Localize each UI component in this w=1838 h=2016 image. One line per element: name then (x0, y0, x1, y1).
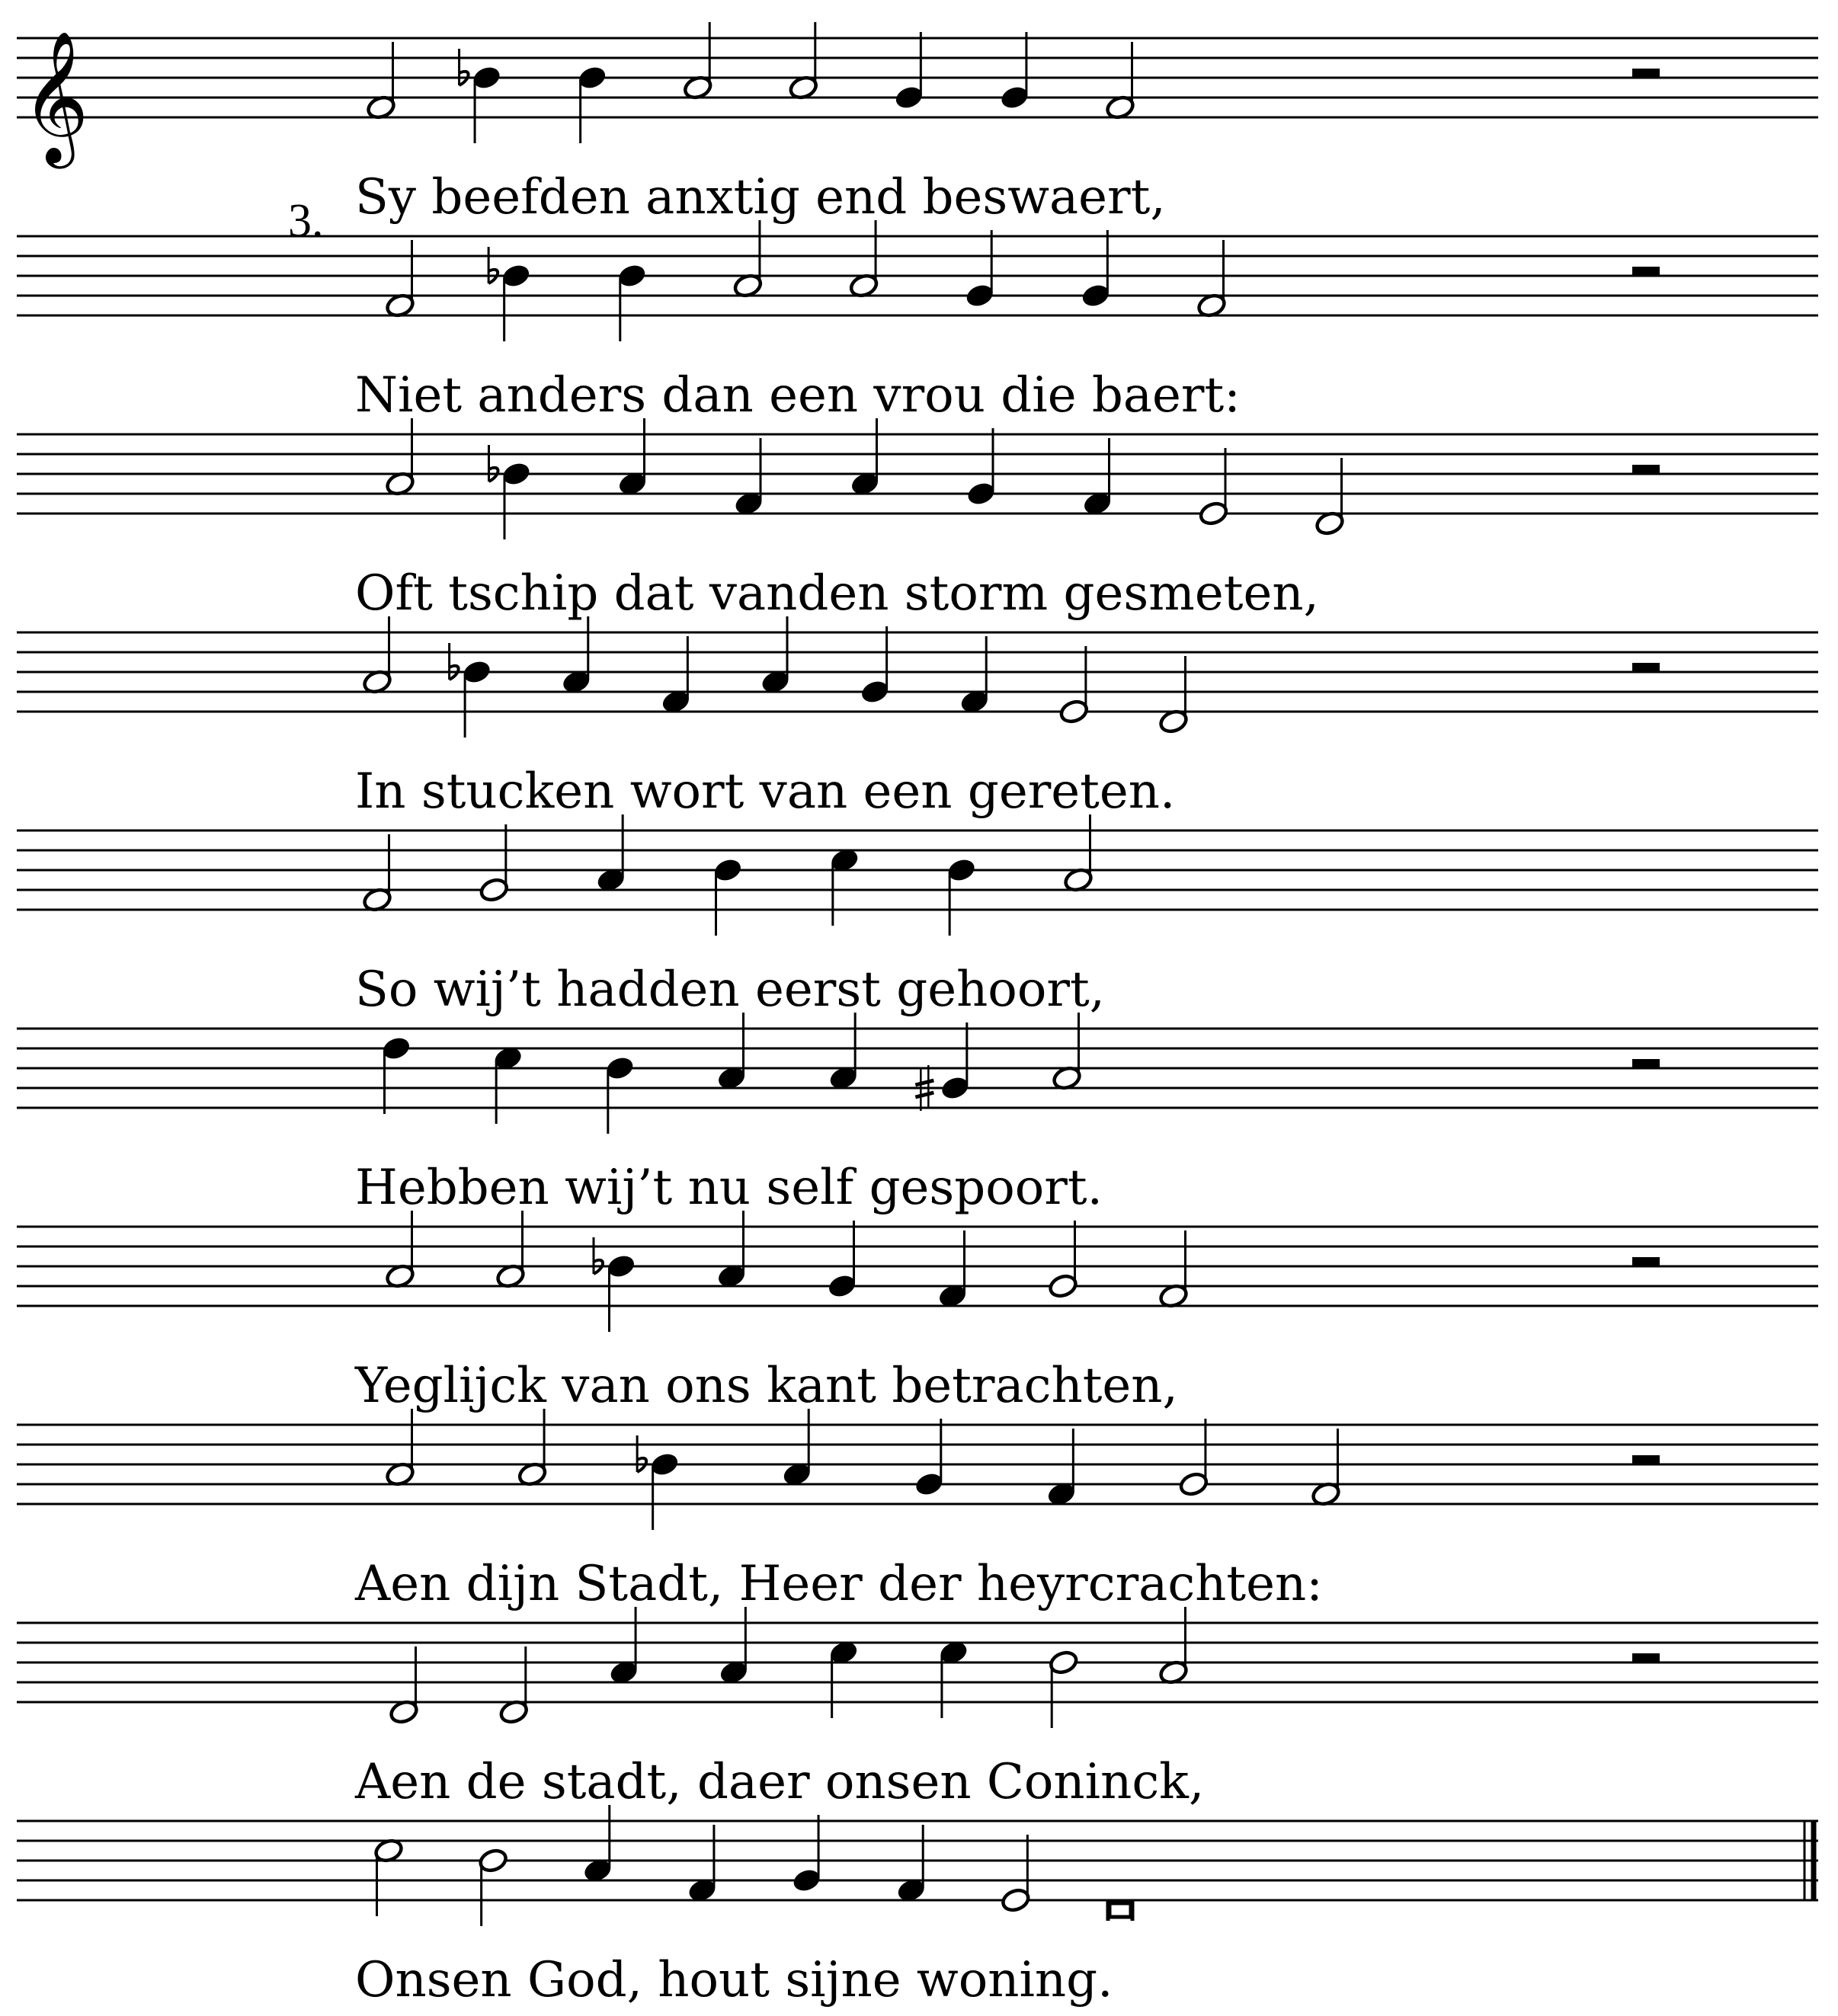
note (914, 1419, 945, 1497)
note (495, 1211, 527, 1289)
staff-system (17, 1805, 1818, 2008)
note (1081, 230, 1112, 309)
note (828, 1013, 859, 1091)
lyric-line: Aen de stadt, daer onsen Coninck, (355, 1754, 1205, 1810)
lyric-line: Oft tschip dat vanden storm gesmeten, (355, 565, 1319, 622)
note (791, 1815, 822, 1893)
note (1311, 1429, 1342, 1507)
lyric-line: Sy beefden anxtig end beswaert, (355, 169, 1166, 226)
staff-system (17, 22, 1818, 247)
note (1158, 1230, 1190, 1309)
staff-system (17, 1607, 1818, 1810)
note (1001, 1835, 1032, 1913)
half-rest-icon (1632, 1059, 1660, 1068)
note (561, 616, 592, 695)
lyric-line: Hebben wij’t nu self gespoort. (355, 1160, 1103, 1216)
note (488, 247, 531, 341)
note (687, 1825, 718, 1903)
treble-clef-icon: 𝄞 (21, 30, 89, 163)
note (1105, 42, 1136, 120)
note (1048, 1221, 1079, 1299)
note (1058, 646, 1090, 725)
note (732, 220, 764, 299)
staff-system (17, 1409, 1818, 1612)
note (362, 834, 393, 913)
note (1158, 1607, 1190, 1685)
note (894, 32, 925, 110)
note (479, 824, 510, 903)
staff-system (17, 814, 1818, 1018)
note (1048, 1650, 1079, 1728)
staff-system (17, 1013, 1818, 1216)
note (492, 1045, 524, 1124)
note (385, 1409, 416, 1487)
note (781, 1409, 812, 1487)
note (1196, 240, 1228, 318)
note (373, 1838, 405, 1916)
note (637, 1435, 680, 1530)
note (362, 616, 393, 695)
note (937, 1230, 969, 1309)
note (733, 438, 764, 517)
lyric-line: Yeglijck van ons kant betrachten, (355, 1358, 1178, 1414)
note (1178, 1419, 1209, 1497)
staff-system (17, 220, 1818, 424)
staff-system (17, 418, 1818, 622)
note (716, 1211, 748, 1289)
note (1108, 1899, 1132, 1921)
note (450, 643, 492, 738)
half-rest-icon (1632, 465, 1660, 474)
note (848, 220, 879, 299)
note (381, 1035, 412, 1114)
lyric-line: Onsen God, hout sijne woning. (355, 1952, 1113, 2008)
note (712, 857, 744, 936)
note (860, 626, 891, 705)
note (959, 636, 990, 715)
lyric-line: So wij’t hadden eerst gehoort, (355, 962, 1105, 1018)
note (617, 418, 648, 497)
note (608, 1607, 639, 1685)
note (604, 1055, 636, 1134)
half-rest-icon (1632, 69, 1660, 78)
note (682, 22, 713, 101)
note (829, 847, 860, 926)
note (827, 1221, 858, 1299)
note (716, 1013, 748, 1091)
note (478, 1848, 509, 1926)
note (498, 1646, 530, 1725)
half-rest-icon (1632, 1653, 1660, 1662)
half-rest-icon (1632, 1455, 1660, 1464)
note (964, 230, 995, 309)
lyric-line: Niet anders dan een vrou die baert: (355, 367, 1241, 424)
note (760, 616, 791, 695)
lyric-line: In stucken wort van een gereten. (355, 763, 1176, 820)
note (385, 1211, 416, 1289)
note (999, 32, 1030, 110)
half-rest-icon (1632, 1257, 1660, 1266)
note (1314, 458, 1346, 536)
note (915, 1022, 970, 1111)
half-rest-icon (1632, 663, 1660, 672)
note (489, 445, 532, 539)
note (582, 1805, 613, 1883)
note (460, 49, 502, 143)
note (965, 428, 997, 507)
note (1082, 438, 1113, 517)
note (389, 1646, 420, 1725)
note (385, 240, 416, 318)
note (850, 418, 881, 497)
note (938, 1640, 969, 1718)
note (828, 1640, 860, 1718)
lyric-line: Aen dijn Stadt, Heer der heyrcrachten: (355, 1556, 1323, 1612)
note (1063, 814, 1094, 893)
note (1158, 656, 1190, 734)
note (788, 22, 819, 101)
note (1198, 448, 1229, 526)
half-rest-icon (1632, 267, 1660, 276)
note (719, 1607, 750, 1685)
staff-system (17, 1211, 1818, 1414)
note (1052, 1013, 1083, 1091)
note (895, 1825, 927, 1903)
note (616, 263, 648, 341)
note (661, 636, 692, 715)
note (594, 1237, 636, 1332)
note (595, 814, 626, 893)
breve-notehead (1110, 1903, 1131, 1917)
note (946, 857, 977, 936)
note (366, 42, 397, 120)
note (517, 1409, 548, 1487)
staff-system (17, 616, 1818, 820)
verse-number: 3. (288, 195, 324, 247)
note (385, 418, 416, 497)
note (577, 65, 608, 143)
note (1046, 1429, 1078, 1507)
